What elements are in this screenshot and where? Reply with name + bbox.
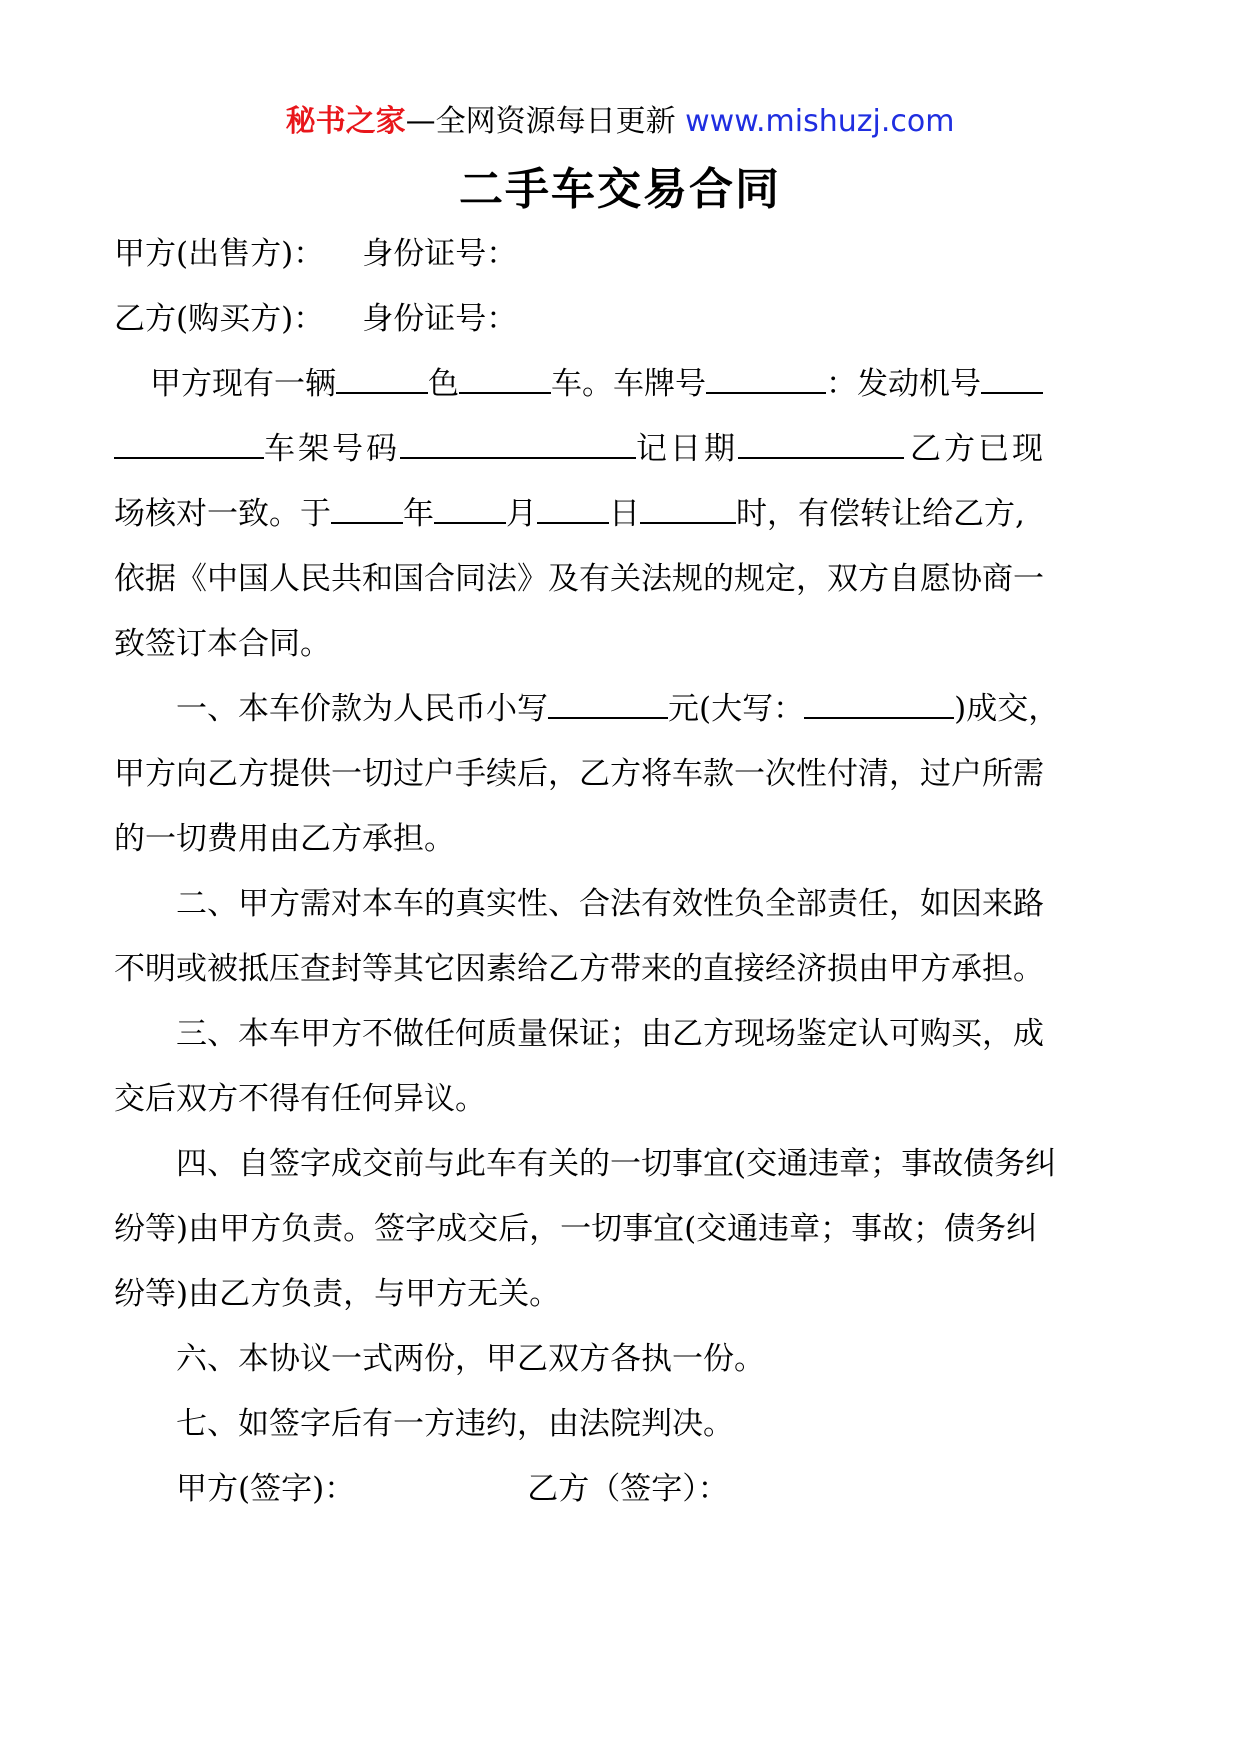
document-title: 二手车交易合同 bbox=[459, 164, 781, 215]
party-b-id-label: 身份证号： bbox=[362, 301, 518, 337]
engine-number-blank-cont[interactable] bbox=[114, 431, 264, 459]
engine-number-blank[interactable] bbox=[981, 366, 1043, 394]
vehicle-text: 月 bbox=[506, 496, 537, 532]
vehicle-text: 车。车牌号 bbox=[551, 366, 706, 402]
clause-text: 元(大写： bbox=[668, 691, 805, 727]
clause-4-line-3: 纷等)由乙方负责，与甲方无关。 bbox=[114, 1276, 561, 1312]
clause-1-line-1 bbox=[114, 677, 1134, 742]
vehicle-text: 记日期 bbox=[636, 431, 738, 467]
clause-3-line-1: 三、本车甲方不做任何质量保证；由乙方现场鉴定认可购买，成 bbox=[176, 1016, 1044, 1052]
party-a-line bbox=[114, 222, 1134, 287]
clause-text: )成交， bbox=[954, 691, 1060, 727]
party-a-label: 甲方(出售方)： bbox=[114, 236, 325, 272]
vehicle-text: 时，有偿转让给乙方, bbox=[736, 496, 1025, 532]
site-url-link[interactable]: www.mishuzj.com bbox=[685, 104, 955, 139]
month-blank[interactable] bbox=[434, 496, 506, 524]
vehicle-line-3 bbox=[114, 482, 1134, 547]
car-type-blank[interactable] bbox=[459, 366, 551, 394]
party-b-line bbox=[114, 287, 1134, 352]
vehicle-line-1 bbox=[114, 352, 1134, 417]
price-capital-blank[interactable] bbox=[804, 691, 954, 719]
vehicle-text: 甲方现有一辆 bbox=[150, 366, 336, 402]
party-a-id-label: 身份证号： bbox=[362, 236, 518, 272]
vehicle-line-4: 依据《中国人民共和国合同法》及有关法规的规定，双方自愿协商一 bbox=[114, 561, 1044, 597]
clause-7: 七、如签字后有一方违约，由法院判决。 bbox=[176, 1406, 734, 1442]
clause-2-line-1: 二、甲方需对本车的真实性、合法有效性负全部责任，如因来路 bbox=[176, 886, 1044, 922]
party-b-signature-label: 乙方（签字）： bbox=[527, 1471, 729, 1507]
site-name: 秘书之家 bbox=[285, 104, 406, 139]
vehicle-line-5: 致签订本合同。 bbox=[114, 626, 331, 662]
clause-text: 一、本车价款为人民币小写 bbox=[176, 691, 548, 727]
vehicle-text: 乙方已现 bbox=[910, 431, 1046, 467]
contract-body bbox=[114, 222, 1134, 1522]
plate-number-blank[interactable] bbox=[706, 366, 826, 394]
clause-4-line-2: 纷等)由甲方负责。签字成交后，一切事宜(交通违章；事故；债务纠 bbox=[114, 1211, 1038, 1247]
site-slogan: —全网资源每日更新 bbox=[405, 104, 686, 139]
clause-6: 六、本协议一式两份，甲乙双方各执一份。 bbox=[176, 1341, 765, 1377]
day-blank[interactable] bbox=[537, 496, 609, 524]
clause-2-line-2: 不明或被抵压查封等其它因素给乙方带来的直接经济损由甲方承担。 bbox=[114, 951, 1044, 987]
hour-blank[interactable] bbox=[640, 496, 736, 524]
vehicle-text: 场核对一致。于 bbox=[114, 496, 331, 532]
vehicle-text: 车架号码 bbox=[264, 431, 400, 467]
signature-line bbox=[114, 1457, 1134, 1522]
color-blank[interactable] bbox=[336, 366, 428, 394]
year-blank[interactable] bbox=[331, 496, 403, 524]
frame-number-blank[interactable] bbox=[400, 431, 636, 459]
vehicle-text: 年 bbox=[403, 496, 434, 532]
clause-3-line-2: 交后双方不得有任何异议。 bbox=[114, 1081, 486, 1117]
site-header bbox=[0, 100, 1240, 144]
vehicle-text: ：发动机号 bbox=[826, 366, 981, 402]
clause-1-line-2: 甲方向乙方提供一切过户手续后，乙方将车款一次性付清，过户所需 bbox=[114, 756, 1044, 792]
vehicle-text: 日 bbox=[609, 496, 640, 532]
party-b-label: 乙方(购买方)： bbox=[114, 301, 325, 337]
clause-1-line-3: 的一切费用由乙方承担。 bbox=[114, 821, 455, 857]
price-small-blank[interactable] bbox=[548, 691, 668, 719]
vehicle-text: 色 bbox=[428, 366, 459, 402]
register-date-blank[interactable] bbox=[738, 431, 904, 459]
clause-4-line-1: 四、自签字成交前与此车有关的一切事宜(交通违章；事故债务纠 bbox=[176, 1146, 1057, 1182]
vehicle-line-2 bbox=[114, 417, 1134, 482]
party-a-signature-label: 甲方(签字)： bbox=[176, 1471, 356, 1507]
